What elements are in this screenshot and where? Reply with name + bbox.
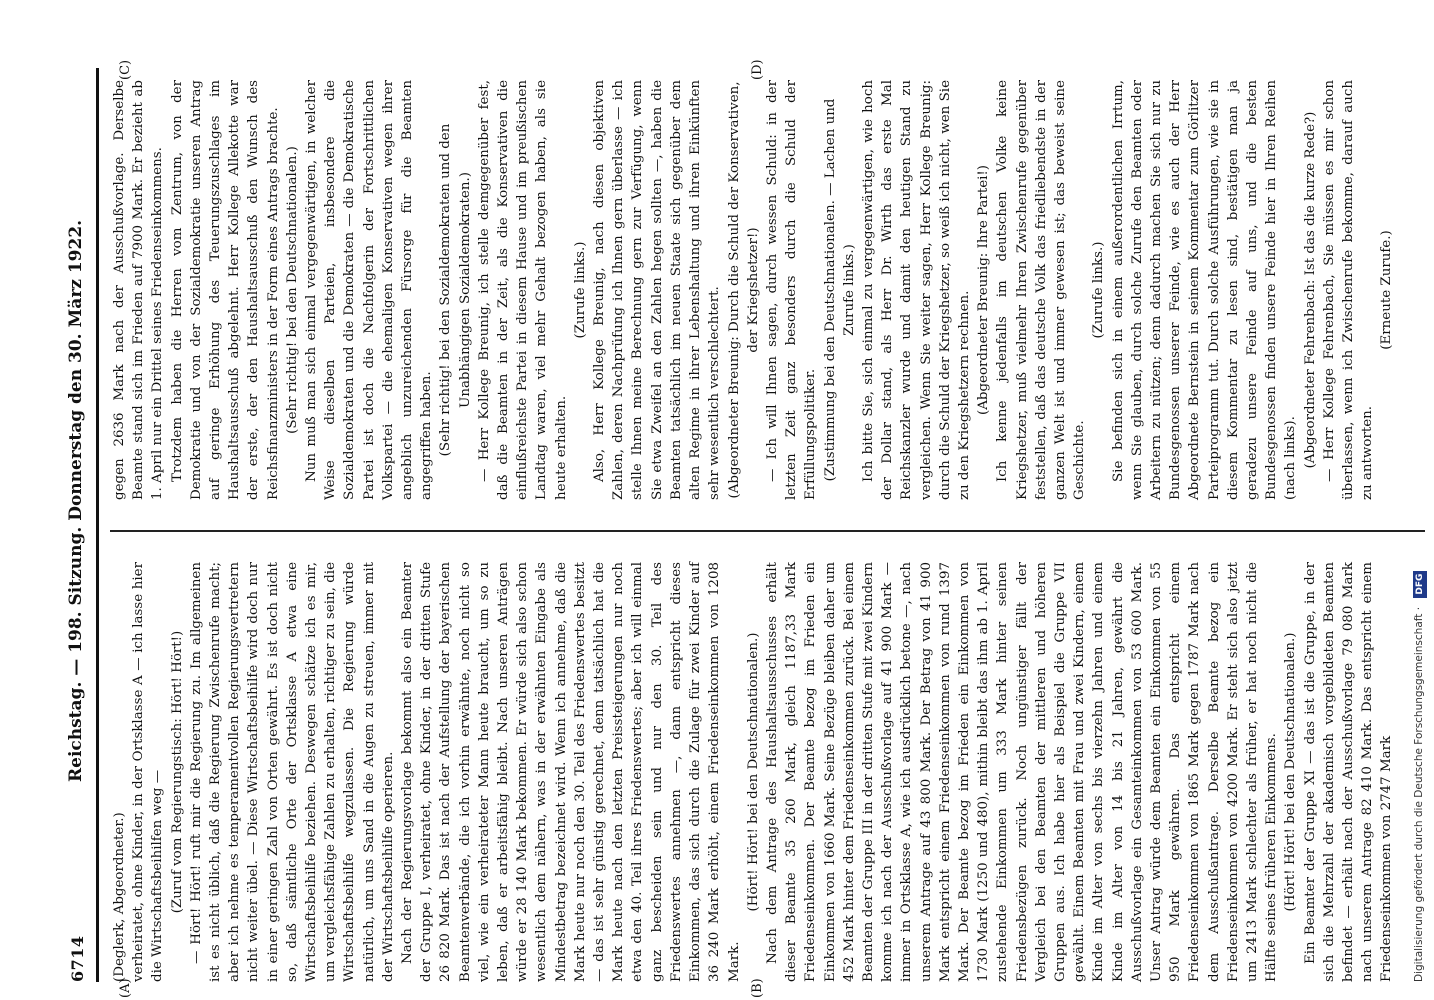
paragraph: (Zuruf vom Regierungstisch: Hört! Hört!) (169, 630, 185, 914)
paragraph: (Sehr richtig! bei den Sozialdemokraten und den Unabhängigen Sozialdemokraten.) (438, 123, 473, 457)
left-column (110, 562, 1425, 982)
paragraph: (Erneute Zurufe.) (1379, 230, 1395, 350)
paragraph: Nach dem Antrage des Haushaltsausschusses erhält dieser Beamte 35 260 Mark, gleich 1187,33 Mark Friedenseinkommen. Der Beamte bezog im Frieden ein Einkommen von 1660 Mark. Seine Bezüge bleiben daher um 452 Mark hinter dem Friedenseinkommen zurück. Bei einem Beamten der Gruppe III in der dritten Stufe mit zwei Kindern komme ich nach der Ausschußvorlage auf 41 900 Mark — immer in Ortsklasse A, wie ich ausdrücklich betone —, nach unserem Antrage auf 43 800 Mark. Der Betrag von 41 900 Mark entspricht einem Friedenseinkommen von rund 1397 Mark. Der Beamte bezog im Frieden ein Einkommen von 1730 Mark (1250 und 480), mithin bleibt das ihm ab 1. April zustehende Einkommen um 333 Mark hinter seinen Friedensbezügen zurück. Noch ungünstiger fällt der Vergleich bei den Beamten der mittleren und höheren Gruppen aus. Ich habe hier als Beispiel die Gruppe VII gewählt. Einem Beamten mit Frau und zwei Kindern, einem Kinde im Alter von sechs bis vierzehn Jahren und einem Kinde im Alter von 14 bis 21 Jahren, gewährt die Ausschußvorlage ein Gesamteinkommen von 53 600 Mark. Unser Antrag würde dem Beamten ein Einkommen von 55 950 Mark gewähren. Das entspricht einem Friedenseinkommen von 1865 Mark gegen 1787 Mark nach dem Ausschußantrage. Derselbe Beamte bezog ein Friedenseinkommen von 4200 Mark. Er steht sich also jetzt um 2413 Mark schlechter als früher, er hat noch nicht die Hälfte seines früheren Einkommens. (764, 562, 1280, 982)
paragraph: Nun muß man sich einmal vergegenwärtigen, in welcher Weise dieselben Parteien, insbesondere die Sozialdemokraten und die Demokraten — die Demokratische Partei ist doch die Nachfolgerin der Fortschrittlichen Volkspartei — die ehemaligen Konservativen wegen ihrer angeblich unzureichenden Fürsorge für die Beamten angegriffen haben. (304, 80, 435, 500)
paragraph: (Zustimmung bei den Deutschnationalen. — Lachen und Zurufe links.) (822, 98, 857, 482)
paragraph: gegen 2636 Mark nach der Ausschußvorlage. Derselbe Beamte stand sich im Frieden auf 7900 Mark. Er bezieht ab 1. April nur ein Drittel seines Friedenseinkommens. (112, 80, 166, 500)
paragraph: — Herr Kollege Breunig, ich stelle demgegenüber fest, daß die Beamten in der Zeit, als die Konservativen die einflußreichste Partei in diesem Hause und im preußischen Landtag waren, viel mehr Gehalt bezogen haben, als sie heute erhalten. (476, 80, 569, 500)
paragraph: (Zurufe links.) (572, 241, 588, 339)
paragraph: (Deglerk, Abgeordneter.) (112, 812, 127, 982)
paragraph: (Zurufe links.) (1091, 241, 1107, 339)
paragraph: (Hört! Hört! bei den Deutschnationalen.) (1283, 632, 1299, 912)
margin-mark-c: (C) (118, 59, 133, 80)
rotated-page (50, 50, 1434, 1000)
paragraph: (Sehr richtig! bei den Deutschnationalen.) (284, 146, 300, 434)
header-rule (96, 68, 99, 982)
paragraph: — Hört! Hört! ruft mir die Regierung zu. Im allgemeinen ist es nicht üblich, daß die Regierung Zwischenrufe macht; aber ich nehme es temperamentvollen Regierungsvertretern nicht weiter übel. — Diese Wirtschaftsbeihilfe wird doch nur in einer geringen Zahl von Orten gewährt. Es ist doch nicht so, daß sämtliche Orte der Ortsklasse A etwa eine Wirtschaftsbeihilfe beziehen. Deswegen schätze ich es mir, um vergleichsfähige Zahlen zu erhalten, richtiger zu sein, die Wirtschaftsbeihilfe wegzulassen. Die Regierung würde natürlich, um uns Sand in die Augen zu streuen, immer mit der Wirtschaftsbeihilfe operieren. (188, 562, 396, 982)
dfg-logo: DFG (1413, 571, 1427, 598)
paragraph: Sie befinden sich in einem außerordentlichen Irrtum, wenn Sie glauben, durch solche Zurufe den Beamten oder Arbeitern zu nützen; denn dadurch machen Sie sich nur zu Bundesgenossen unserer Feinde, wie es auch der Herr Abgeordnete Bernstein in seinem Kommentar zum Görlitzer Parteiprogramm tut. Durch solche Ausführungen, wie sie in diesem Kommentar zu lesen sind, bestätigen man ja geradezu unsere Feinde auf uns, und die besten Bundesgenossen finden unsere Feinde hier in Ihren Reihen (nach links). (1110, 80, 1299, 500)
paragraph: Nach der Regierungsvorlage bekommt also ein Beamter der Gruppe I, verheiratet, ohne Kinder, in der dritten Stufe 26 820 Mark. Das ist nach der Aufstellung der bayerischen Beamtenverbände, die ich vorhin erwähnte, noch nicht so viel, wie ein verheirateter Mann heute braucht, um so zu leben, daß er arbeitsfähig bleibt. Nach unseren Anträgen würde er 28 140 Mark bekommen. Er würde sich also schon wesentlich dem nähern, was in der erwähnten Eingabe als Mindestbetrag bezeichnet wird. Wenn ich annehme, daß die Mark heute nur noch den 30. Teil des Friedenswertes besitzt — das ist sehr günstig gerechnet, denn tatsächlich hat die Mark heute nach den letzten Preissteigerungen nur noch etwa den 40. Teil ihres Friedenswertes; aber ich will einmal ganz bescheiden sein und nur den 30. Teil des Friedenswertes annehmen —, dann entspricht dieses Einkommen, das sich durch die Zulage für zwei Kinder auf 36 240 Mark erhöht, einem Friedenseinkommen von 1208 Mark. (400, 562, 742, 982)
paragraph: Also, Herr Kollege Breunig, nach diesen objektiven Zahlen, deren Nachprüfung ich Ihnen gern überlasse — ich stelle Ihnen meine Berechnung gern zur Verfügung, wenn Sie etwa Zweifel an den Zahlen hegen sollten —, haben die Beamten tatsächlich im neuen Staate sich gegenüber dem alten Regime in ihrer Lebenshaltung und ihren Einkünften sehr wesentlich verschlechtert. (592, 80, 723, 500)
paragraph: verheiratet, ohne Kinder, in der Ortsklasse A — ich lasse hier die Wirtschaftsbeihilfen weg — (131, 562, 166, 982)
paragraph: Trotzdem haben die Herren vom Zentrum, von der Demokratie und von der Sozialdemokratie unseren Antrag auf geringe Erhöhung des Teuerungszuschlages im Haushaltsausschuß abgelehnt. Herr Kollege Allekotte war der erste, der den Haushaltsausschuß den Wunsch des Reichsfinanzministers in der Form eines Antrags brachte. (169, 80, 281, 500)
right-column (110, 80, 1425, 500)
column-divider (110, 531, 1425, 533)
paragraph: Ich bitte Sie, sich einmal zu vergegenwärtigen, wie hoch der Dollar stand, als Herr Dr. Wirth das erste Mal Reichskanzler wurde und damit den heutigen Stand zu vergleichen. Wenn Sie weiter sagen, Herr Kollege Breunig: durch die Schuld der Kriegshetzer, so weiß ich nicht, wen Sie zu den Kriegshetzern rechnen. (860, 80, 972, 500)
credit-text: Digitalisierung gefördert durch die Deutsche Forschungsgemeinschaft · (1413, 606, 1425, 982)
paragraph: — Herr Kollege Fehrenbach, Sie müssen es mir schon überlassen, wenn ich Zwischenrufe bekomme, darauf auch zu antworten. (1321, 80, 1376, 500)
paragraph: (Abgeordneter Breunig: Ihre Partei!) (976, 164, 992, 416)
margin-mark-a: (A) (118, 978, 133, 998)
running-title: Reichstag. — 198. Sitzung. Donnerstag den 30. März 1922. (66, 219, 86, 782)
paragraph: — Ich will Ihnen sagen, durch wessen Schuld: in der letzten Zeit ganz besonders durch die Schuld der Erfüllungspolitiker. (764, 80, 819, 500)
margin-mark-d: (D) (750, 59, 765, 80)
margin-mark-b: (B) (750, 978, 765, 998)
paragraph: (Abgeordneter Breunig: Durch die Schuld der Konservativen, der Kriegshetzer!) (726, 81, 761, 499)
paragraph: Ich kenne jedenfalls im deutschen Volke keine Kriegshetzer, muß vielmehr Ihren Zwischenrufe gegenüber feststellen, daß das deutsche Volk das friedliebendste in der ganzen Welt ist und immer gewesen ist; das beweist seine Geschichte. (995, 80, 1088, 500)
paragraph: (Abgeordneter Fehrenbach: Ist das die kurze Rede?) (1302, 111, 1318, 469)
paragraph: Ein Beamter der Gruppe XI — das ist die Gruppe, in der sich die Mehrzahl der akademisch vorgebildeten Beamten befindet — erhält nach der Ausschußvorlage 79 080 Mark nach unserem Antrage 82 410 Mark. Das entspricht einem Friedenseinkommen von 2747 Mark (1302, 562, 1395, 982)
page-number: 6714 (68, 935, 87, 982)
paragraph: (Hört! Hört! bei den Deutschnationalen.) (745, 632, 761, 912)
digitization-credit (1408, 6, 1430, 990)
page-header (58, 68, 100, 982)
